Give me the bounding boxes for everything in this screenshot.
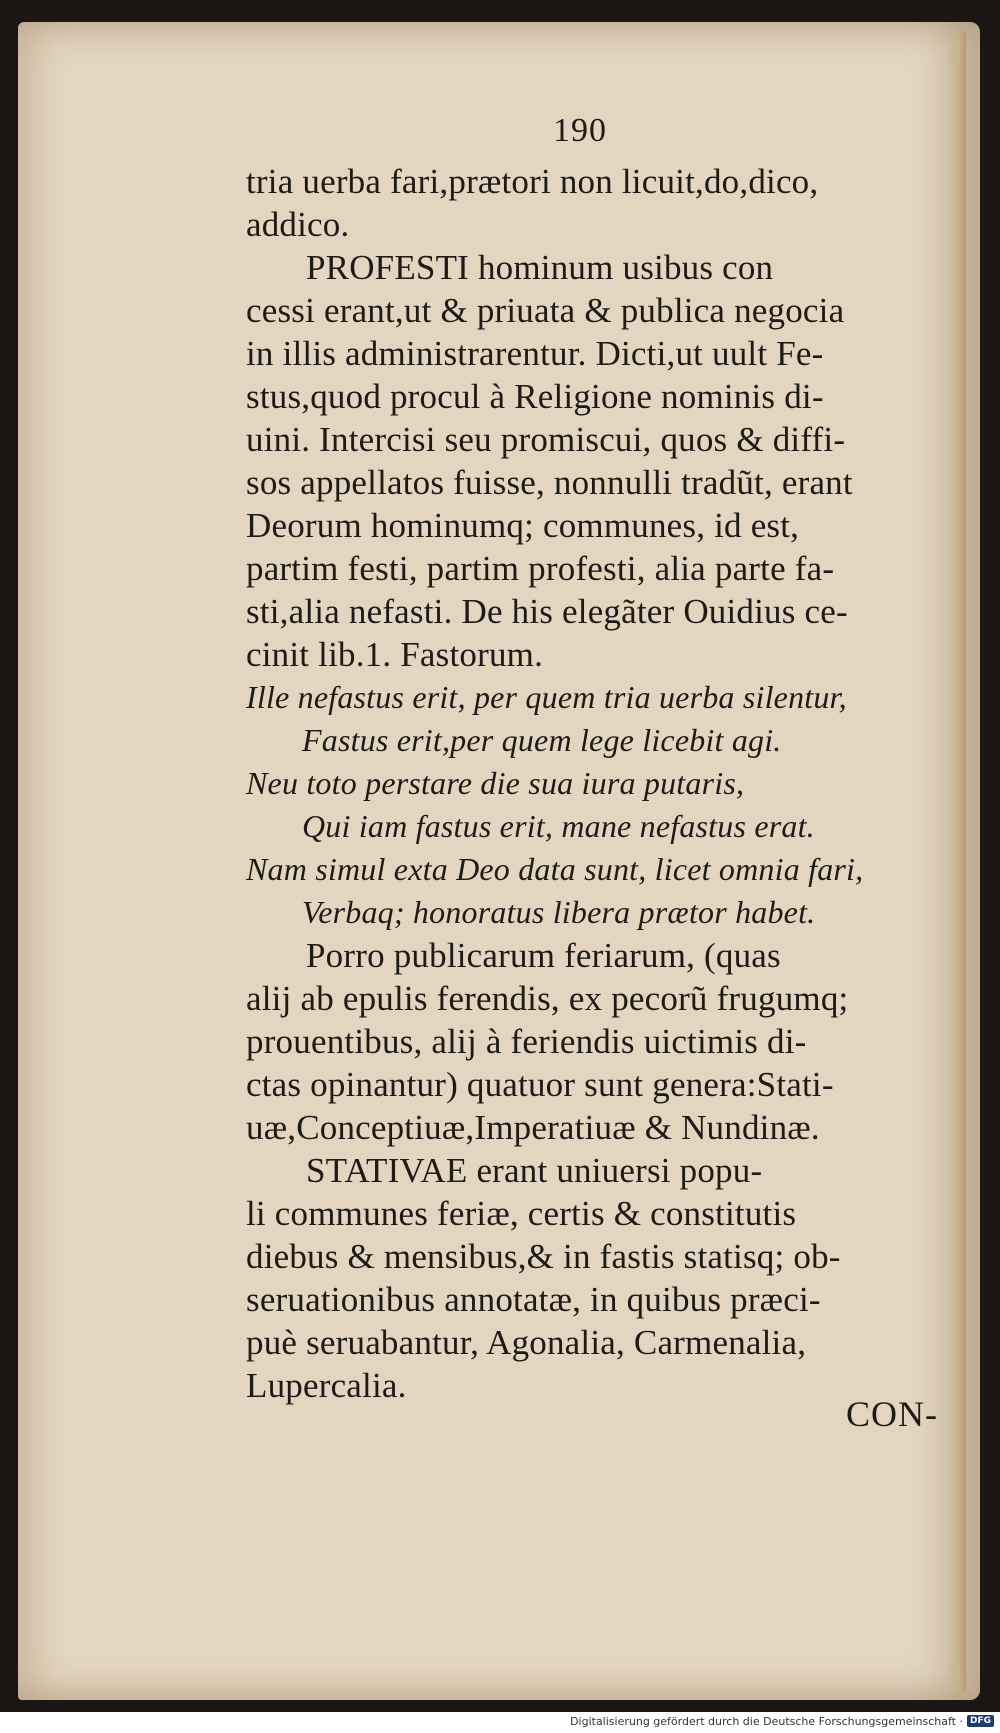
text-line: PROFESTI hominum usibus con (306, 248, 774, 287)
verse-line: Neu toto perstare die sua iura putaris, (246, 765, 745, 801)
verse-line: Ille nefastus erit, per quem tria uerba silentur, (246, 679, 847, 715)
text-line: Lupercalia. (246, 1366, 407, 1405)
dfg-logo-icon: DFG (967, 1715, 994, 1727)
page-number: 190 (553, 112, 607, 149)
text-line: Deorum hominumq; communes, id est, (246, 506, 800, 545)
text-line: uæ,Conceptiuæ,Imperatiuæ & Nundinæ. (246, 1108, 820, 1147)
text-line: li communes feriæ, certis & constitutis (246, 1194, 797, 1233)
verse-line: Qui iam fastus erit, mane nefastus erat. (302, 808, 815, 844)
text-line: prouentibus, alij à feriendis uictimis di- (246, 1022, 807, 1061)
text-line: ctas opinantur) quatuor sunt genera:Stati- (246, 1065, 834, 1104)
text-line: tria uerba fari,prætori non licuit,do,dico, (246, 162, 819, 201)
text-line: STATIVAE erant uniuersi popu- (306, 1151, 763, 1190)
verse-line: Verbaq; honoratus libera prætor habet. (302, 894, 816, 930)
text-line: diebus & mensibus,& in fastis statisq; ob- (246, 1237, 841, 1276)
text-line: sti,alia nefasti. De his elegãter Ouidius ce- (246, 592, 848, 631)
text-line: sos appellatos fuisse, nonnulli tradũt, erant (246, 463, 853, 502)
text-line: addico. (246, 205, 350, 244)
credit-text: Digitalisierung gefördert durch die Deutsche Forschungsgemeinschaft · (570, 1714, 963, 1728)
text-line: cinit lib.1. Fastorum. (246, 635, 544, 674)
text-line: partim festi, partim profesti, alia parte fa- (246, 549, 835, 588)
verse-line: Nam simul exta Deo data sunt, licet omnia fari, (246, 851, 864, 887)
text-line: seruationibus annotatæ, in quibus præci- (246, 1280, 821, 1319)
text-line: alij ab epulis ferendis, ex pecorũ frugumq; (246, 979, 849, 1018)
text-line: stus,quod procul à Religione nominis di- (246, 377, 824, 416)
text-line: puè seruabantur, Agonalia, Carmenalia, (246, 1323, 807, 1362)
body-text (246, 160, 926, 1407)
text-line: Porro publicarum feriarum, (quas (306, 936, 781, 975)
digitization-credit (570, 1713, 994, 1729)
text-line: cessi erant,ut & priuata & publica negocia (246, 291, 845, 330)
catchword: CON- (846, 1394, 938, 1434)
text-line: uini. Intercisi seu promiscui, quos & diffi- (246, 420, 846, 459)
text-line: in illis administrarentur. Dicti,ut uult Fe- (246, 334, 824, 373)
verse-line: Fastus erit,per quem lege licebit agi. (302, 722, 782, 758)
